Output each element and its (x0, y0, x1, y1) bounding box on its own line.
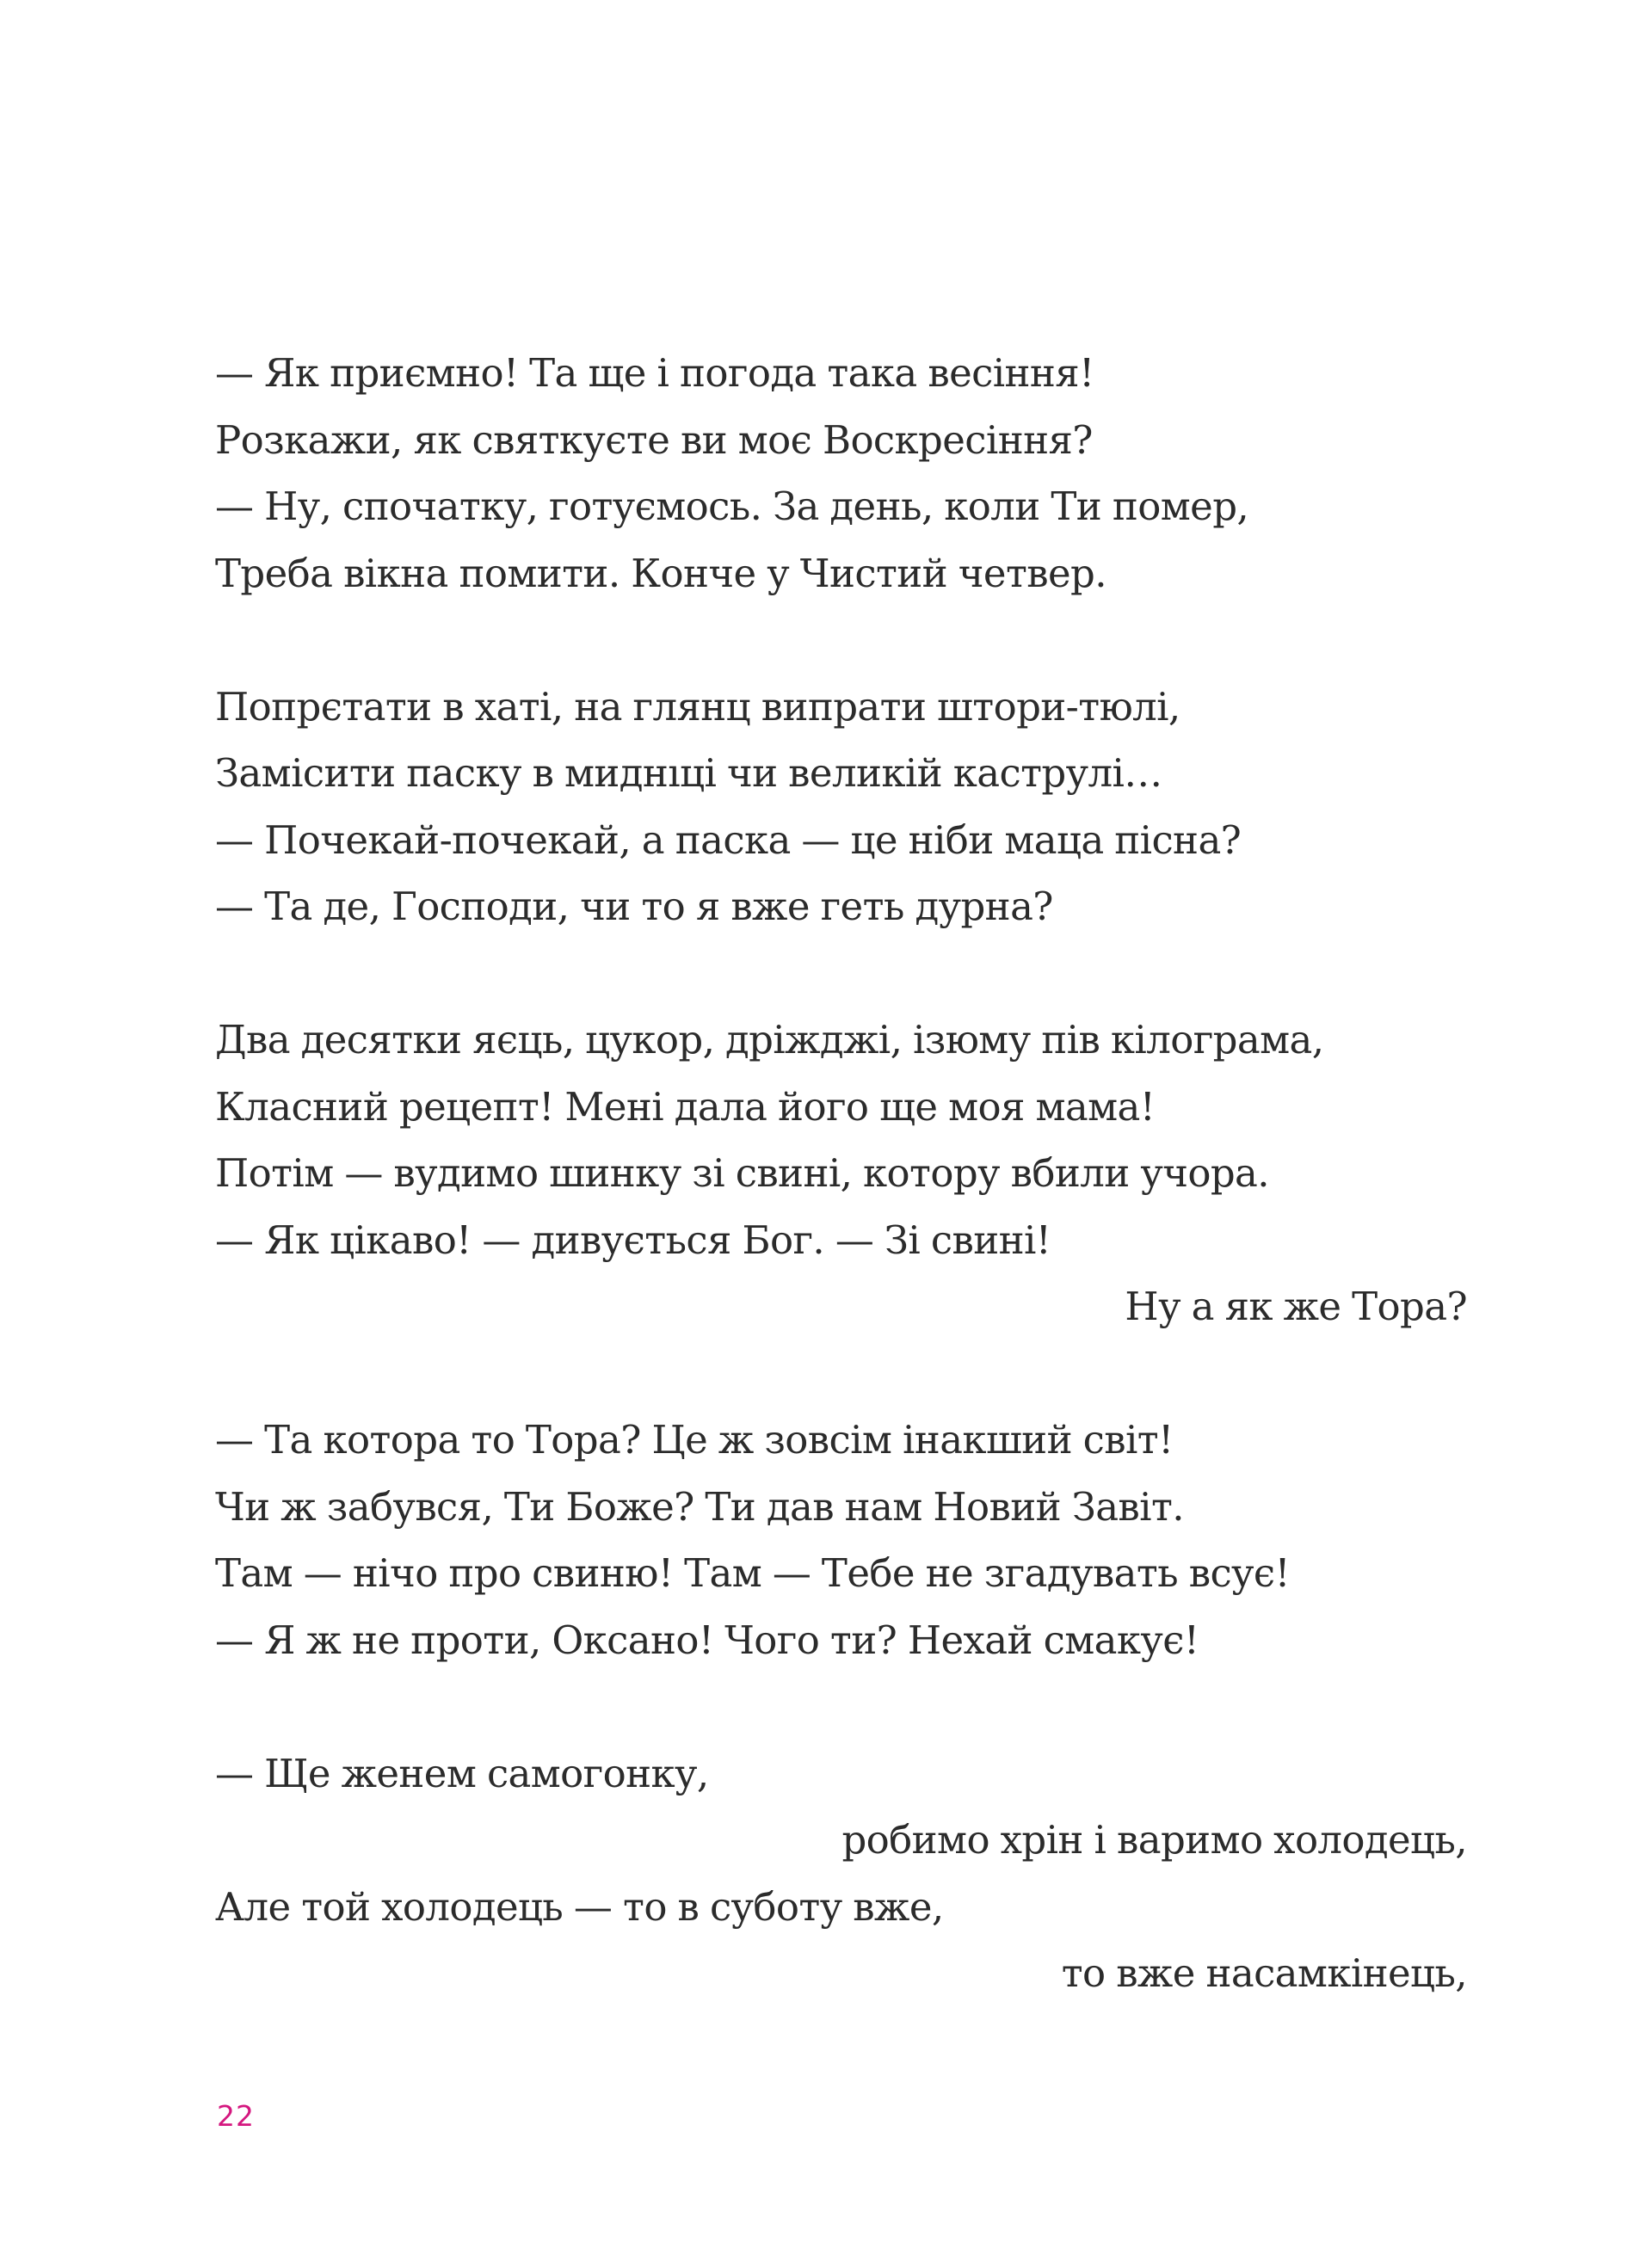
poem-line: Класний рецепт! Мені дала його ще моя мама! (215, 1083, 1156, 1130)
poem-line: — Я ж не проти, Оксано! Чого ти? Нехай смакує! (215, 1617, 1199, 1663)
poem-line: — Як цікаво! — дивується Бог. — Зі свині! (215, 1216, 1051, 1263)
poem-line-indented: Ну а як же Тора? (1125, 1284, 1467, 1329)
poem-line: Чи ж забувся, Ти Боже? Ти дав нам Новий Завіт. (215, 1483, 1184, 1530)
stanza-5 (215, 1740, 1471, 2007)
poem-line: Розкажи, як святкуєте ви моє Воскресіння? (215, 416, 1093, 463)
poem-line: Треба вікна помити. Конче у Чистий четвер. (215, 550, 1106, 596)
poem-line: Попрєтати в хаті, на глянц випрати штори-тюлі, (215, 683, 1180, 730)
stanza-4 (215, 1407, 1471, 1673)
poem-line: Потім — вудимо шинку зі свині, котору вбили учора. (215, 1150, 1269, 1196)
poem-line: — Та де, Господи, чи то я вже геть дурна? (215, 884, 1053, 929)
page-number: 22 (217, 2099, 255, 2133)
poem-line: Два десятки яєць, цукор, дріжджі, ізюму пів кілограма, (215, 1017, 1324, 1062)
poem-line: — Ну, спочатку, готуємось. За день, коли Ти помер, (215, 484, 1249, 529)
poem-line-indented: то вже насамкінець, (1061, 1950, 1467, 1996)
poem-line-indented: робимо хрін і варимо холодець, (841, 1817, 1467, 1863)
poem-line: — Як приємно! Та ще і погода така весіння! (215, 350, 1094, 396)
poem-line: Але той холодець — то в суботу вже, (215, 1883, 944, 1930)
stanza-3 (215, 1007, 1471, 1340)
stanza-2 (215, 674, 1471, 940)
poem-line: Замісити паску в миднıці чи великій каструлі… (215, 750, 1162, 796)
poem-line: — Почекай-почекай, а паска — це ніби маца пісна? (215, 816, 1242, 863)
poem-body (215, 340, 1471, 2007)
poem-line: — Та котора то Тора? Це ж зовсім інакший світ! (215, 1417, 1174, 1463)
stanza-1 (215, 340, 1471, 607)
poem-line: — Ще женем самогонку, (215, 1750, 709, 1796)
poem-line: Там — нічо про свиню! Там — Тебе не згадувать всує! (215, 1550, 1291, 1596)
